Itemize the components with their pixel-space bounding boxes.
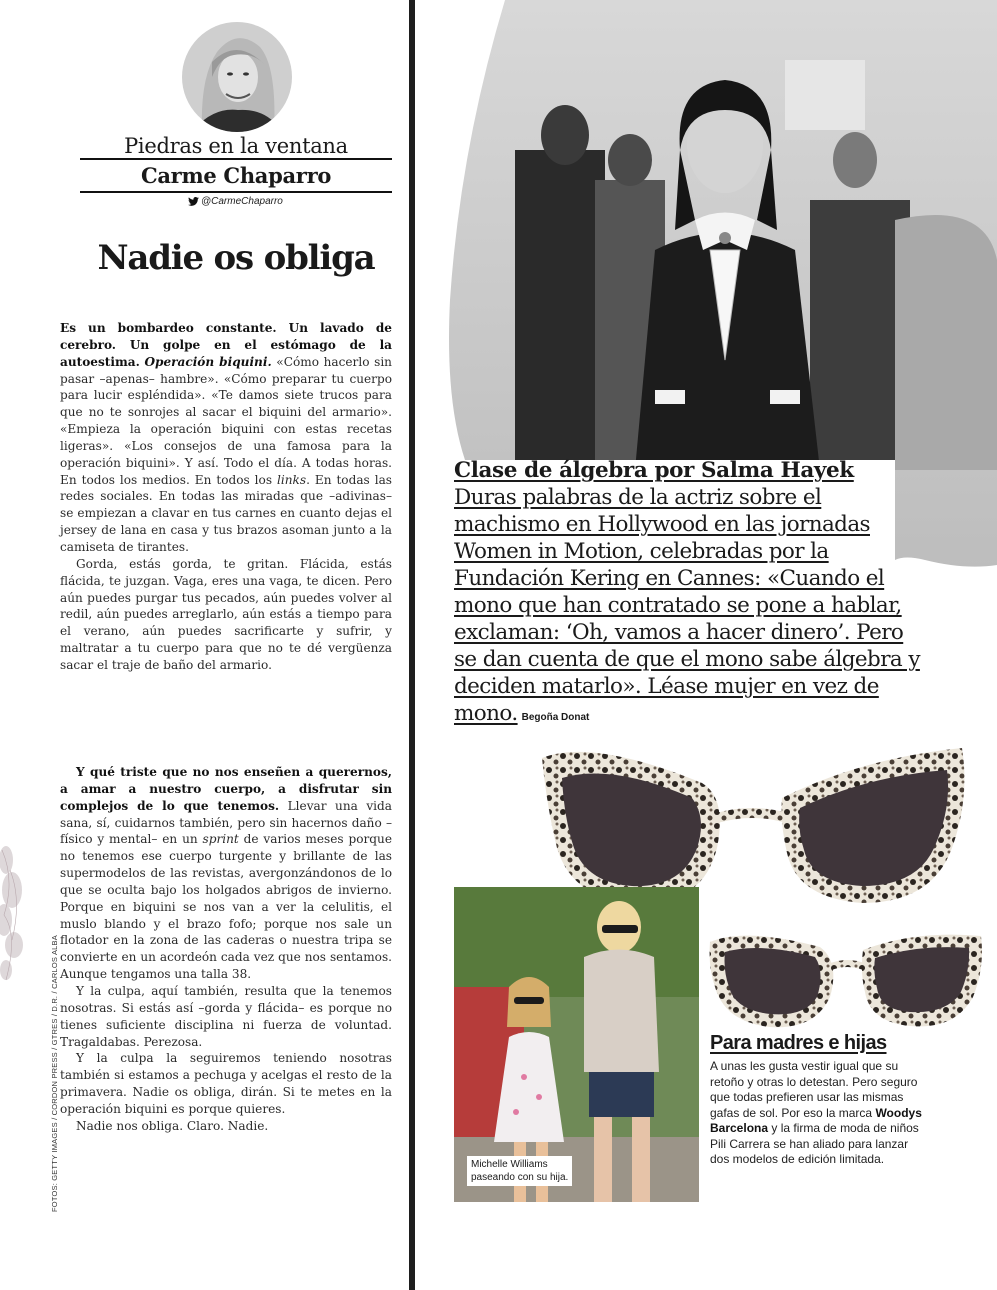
twitter-handle: @CarmeChaparro — [201, 196, 283, 207]
news-item — [454, 457, 924, 731]
paragraph-3-text-b: de varios meses porque no tenemos ese cuerpo turgente y brillante de las supermodelos de las revistas, avergonzándonos de lo que se oculta bajo los holgados abrigos de invierno. Porque en biquini se nos van a ver la celulitis, el muslo blando y el brazo fofo; porque nos sale un flotador en la zona de las caderas o nuestra tripa se convierte en un acordeón cada vez que nos sentamos. Aunque tengamos una talla 38. — [60, 832, 392, 982]
michelle-williams-photo — [454, 887, 699, 1202]
column-section-name: Piedras en la ventana — [124, 134, 348, 158]
paragraph-1-lead-italic: Operación biquini. — [144, 354, 272, 369]
paragraph-1-text-a: «Cómo hacerlo sin pasar –apenas– hambre». «Cómo preparar tu cuerpo para lucir espléndida». «Te damos siete trucos para que no te sonrojes al sacar el biquini del armario». «Empieza la operación biquini con estas recetas ligeras». «Los consejos de una famosa para la operación biquini». Y así. Todo el día. A todas horas. En todos los medios. En todos los — [60, 354, 392, 487]
photo-caption — [467, 1156, 572, 1186]
news-title: Clase de álgebra por Salma Hayek — [454, 458, 854, 483]
paragraph-1 — [60, 320, 392, 556]
twitter-handle-link[interactable] — [188, 196, 283, 207]
header-rule-top — [80, 158, 392, 160]
kids-sunglasses-image — [705, 922, 987, 1032]
news-body — [454, 484, 924, 731]
news-byline: Begoña Donat — [521, 712, 590, 723]
paragraph-1-text-b: . En todas las redes sociales. En todas las miradas que –adivinas– se empiezan a clavar en tus carnes en cuanto dejas el jersey de lana en casa y tus brazos asoman junto a la camiseta de tirantes. — [60, 472, 392, 554]
paragraph-3 — [60, 764, 392, 983]
paragraph-1-links: links — [277, 472, 307, 487]
photo-credit — [50, 912, 64, 1212]
sidebar-brand: Woodys Barcelona — [710, 1105, 922, 1135]
flower-decoration-image — [0, 820, 30, 990]
paragraph-6: Nadie nos obliga. Claro. Nadie. — [76, 1118, 269, 1133]
sidebar-body-text-b: y la firma de moda de niños Pili Carrera se han aliado para lanzar dos modelos de edición limitada. — [710, 1121, 919, 1166]
article-headline: Nadie os obliga — [97, 238, 375, 278]
paragraph-3-lead: Y qué triste que no nos enseñen a querernos, a amar a nuestro cuerpo, a disfrutar sin complejos de lo que tenemos. — [60, 765, 392, 813]
header-rule-bottom — [80, 191, 392, 193]
sidebar-body — [710, 1059, 925, 1168]
paragraph-1-lead: Es un bombardeo constante. Un lavado de cerebro. Un golpe en el estómago de la autoestima. — [60, 321, 392, 369]
paragraph-3-sprint: sprint — [202, 832, 239, 847]
article-body-part-1 — [60, 320, 392, 674]
paragraph-4: Y la culpa, aquí también, resulta que la tenemos nosotras. Si estás así –gorda y flácida– es porque no tienes suficiente disciplina ni fuerza de voluntad. Tragaldabas. Perezosa. — [60, 983, 392, 1049]
sidebar-body-text-a: A unas les gusta vestir igual que su retoño y otras lo detestan. Pero seguro que todas prefieren usar las mismas gafas de sol. Por eso la marca — [710, 1059, 918, 1120]
paragraph-3-text-a: Llevar una vida sana, sí, cuidarnos también, pero sin hacernos daño –físico y mental– en un — [60, 798, 392, 847]
paragraph-2: Gorda, estás gorda, te gritan. Flácida, estás flácida, te juzgan. Vaga, eres una vaga, te dicen. Pero aún puedes purgar tus pecados, aún puedes volver al redil, aún puedes arreglarlo, aún estás a tiempo para el verano, aún puedes sacrificarte y sufrir, y maltratar a tu cuerpo para que no te dé vergüenza sacar el traje de baño del armario. — [60, 556, 392, 672]
paragraph-5: Y la culpa la seguiremos teniendo nosotras también si estamos a pechuga y acelgas el resto de la primavera. Nadie os obliga, dirán. Si te metes en la operación biquini es porque quieres. — [60, 1051, 392, 1116]
author-photo — [182, 22, 292, 132]
photo-caption-text: paseando con su hija. — [471, 1172, 569, 1183]
photo-caption-name: Michelle Williams — [471, 1159, 548, 1170]
news-body-text: Duras palabras de la actriz sobre el machismo en Hollywood en las jornadas Women in Motion, celebradas por la Fundación Kering en Cannes: «Cuando el mono que han contratado se pone a hablar, exclaman: ‘Oh, vamos a hacer dinero’. Pero se dan cuenta de que el mono sabe álgebra y deciden matarlo». Léase mujer en vez de mono. — [454, 485, 920, 726]
twitter-bird-icon — [188, 197, 199, 206]
article-body-part-2 — [60, 764, 392, 1135]
sidebar-title: Para madres e hijas — [710, 1032, 887, 1054]
column-divider — [409, 0, 415, 1290]
author-name: Carme Chaparro — [140, 163, 332, 188]
photo-credit-text: FOTOS: GETTY IMAGES / CORDON PRESS / GTRES / D.R. / CARLOS ALBA — [50, 935, 59, 1212]
